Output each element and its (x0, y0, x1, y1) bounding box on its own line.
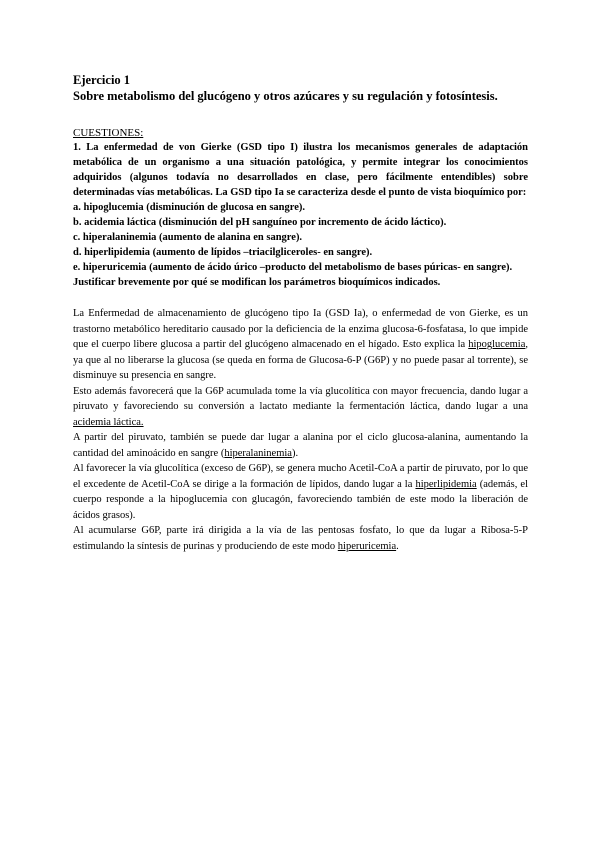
answer-paragraph-3: A partir del piruvato, también se puede dar lugar a alanina por el ciclo glucosa-alanina, aumentando la cantidad del aminoácido en sangre (hiperalaninemia). (73, 432, 528, 459)
exercise-title: Ejercicio 1 (73, 73, 131, 87)
question-1-intro: 1. La enfermedad de von Gierke (GSD tipo I) ilustra los mecanismos generales de adaptación metabólica de un organismo a una situación patológica, y permite integrar los conocimientos adquiridos (algunos todavía no desarrollados en clase, pero fácilmente entendibles) sobre determinadas vías metabólicas. La GSD tipo Ia se caracteriza desde el punto de vista bioquímico por: (73, 142, 528, 198)
answer-paragraph-1: La Enfermedad de almacenamiento de glucógeno tipo Ia (GSD Ia), o enfermedad de von Gierke, es un trastorno metabólico hereditario causado por la deficiencia de la enzima glucosa-6-fosfatasa, lo que impide que el cuerpo libere glucosa a partir del glucógeno almacenado en el hígado. Esto explica la hipoglucemia, ya que al no liberarse la glucosa (se queda en forma de Glucosa-6-P (G6P) y no puede pasar al torrente), se disminuye su presencia en sangre. (73, 308, 528, 381)
questions-section-label: CUESTIONES: (73, 127, 144, 139)
answer-paragraph-4: Al favorecer la vía glucolítica (exceso de G6P), se genera mucho Acetil-CoA a partir de piruvato, por lo que el excedente de Acetil-CoA se dirige a la formación de lípidos, dando lugar a la hiperlipidemia (además, el cuerpo responde a la hipoglucemia con glucagón, favoreciendo también de este modo la liberación de ácidos grasos). (73, 463, 528, 521)
answer-paragraph-2: Esto además favorecerá que la G6P acumulada tome la vía glucolítica con mayor frecuencia, dando lugar a piruvato y favoreciendo su conversión a lactato mediante la fermentación láctica, dando lugar a una acidemia láctica. (73, 385, 528, 428)
answer-section (73, 306, 528, 554)
question-item-d: d. hiperlipidemia (aumento de lípidos –triacilgliceroles- en sangre). (73, 247, 373, 258)
question-item-e: e. hiperuricemia (aumento de ácido úrico –producto del metabolismo de bases púricas- en sangre). (73, 262, 513, 273)
question-items (73, 200, 528, 275)
term-hiperuricemia: hiperuricemia (337, 540, 397, 552)
question-item-c: c. hiperalaninemia (aumento de alanina en sangre). (73, 232, 303, 243)
question-item-a: a. hipoglucemia (disminución de glucosa en sangre). (73, 202, 305, 213)
document-page (73, 72, 528, 554)
question-item-b: b. acidemia láctica (disminución del pH sanguíneo por incremento de ácido láctico). (73, 217, 447, 228)
exercise-subtitle: Sobre metabolismo del glucógeno y otros azúcares y su regulación y fotosíntesis. (73, 89, 498, 103)
answer-paragraph-5: Al acumularse G6P, parte irá dirigida a la vía de las pentosas fosfato, lo que da lugar a Ribosa-5-P estimulando la síntesis de purinas y produciendo de este modo hiperuricemia. (73, 525, 528, 552)
term-hiperalaninemia: hiperalaninemia (224, 447, 292, 459)
term-acidemia-lactica: acidemia láctica. (73, 416, 144, 428)
term-hiperlipidemia: hiperlipidemia (415, 478, 477, 490)
question-instruction: Justificar brevemente por qué se modifican los parámetros bioquímicos indicados. (73, 277, 441, 288)
term-hipoglucemia: hipoglucemia (468, 339, 526, 350)
